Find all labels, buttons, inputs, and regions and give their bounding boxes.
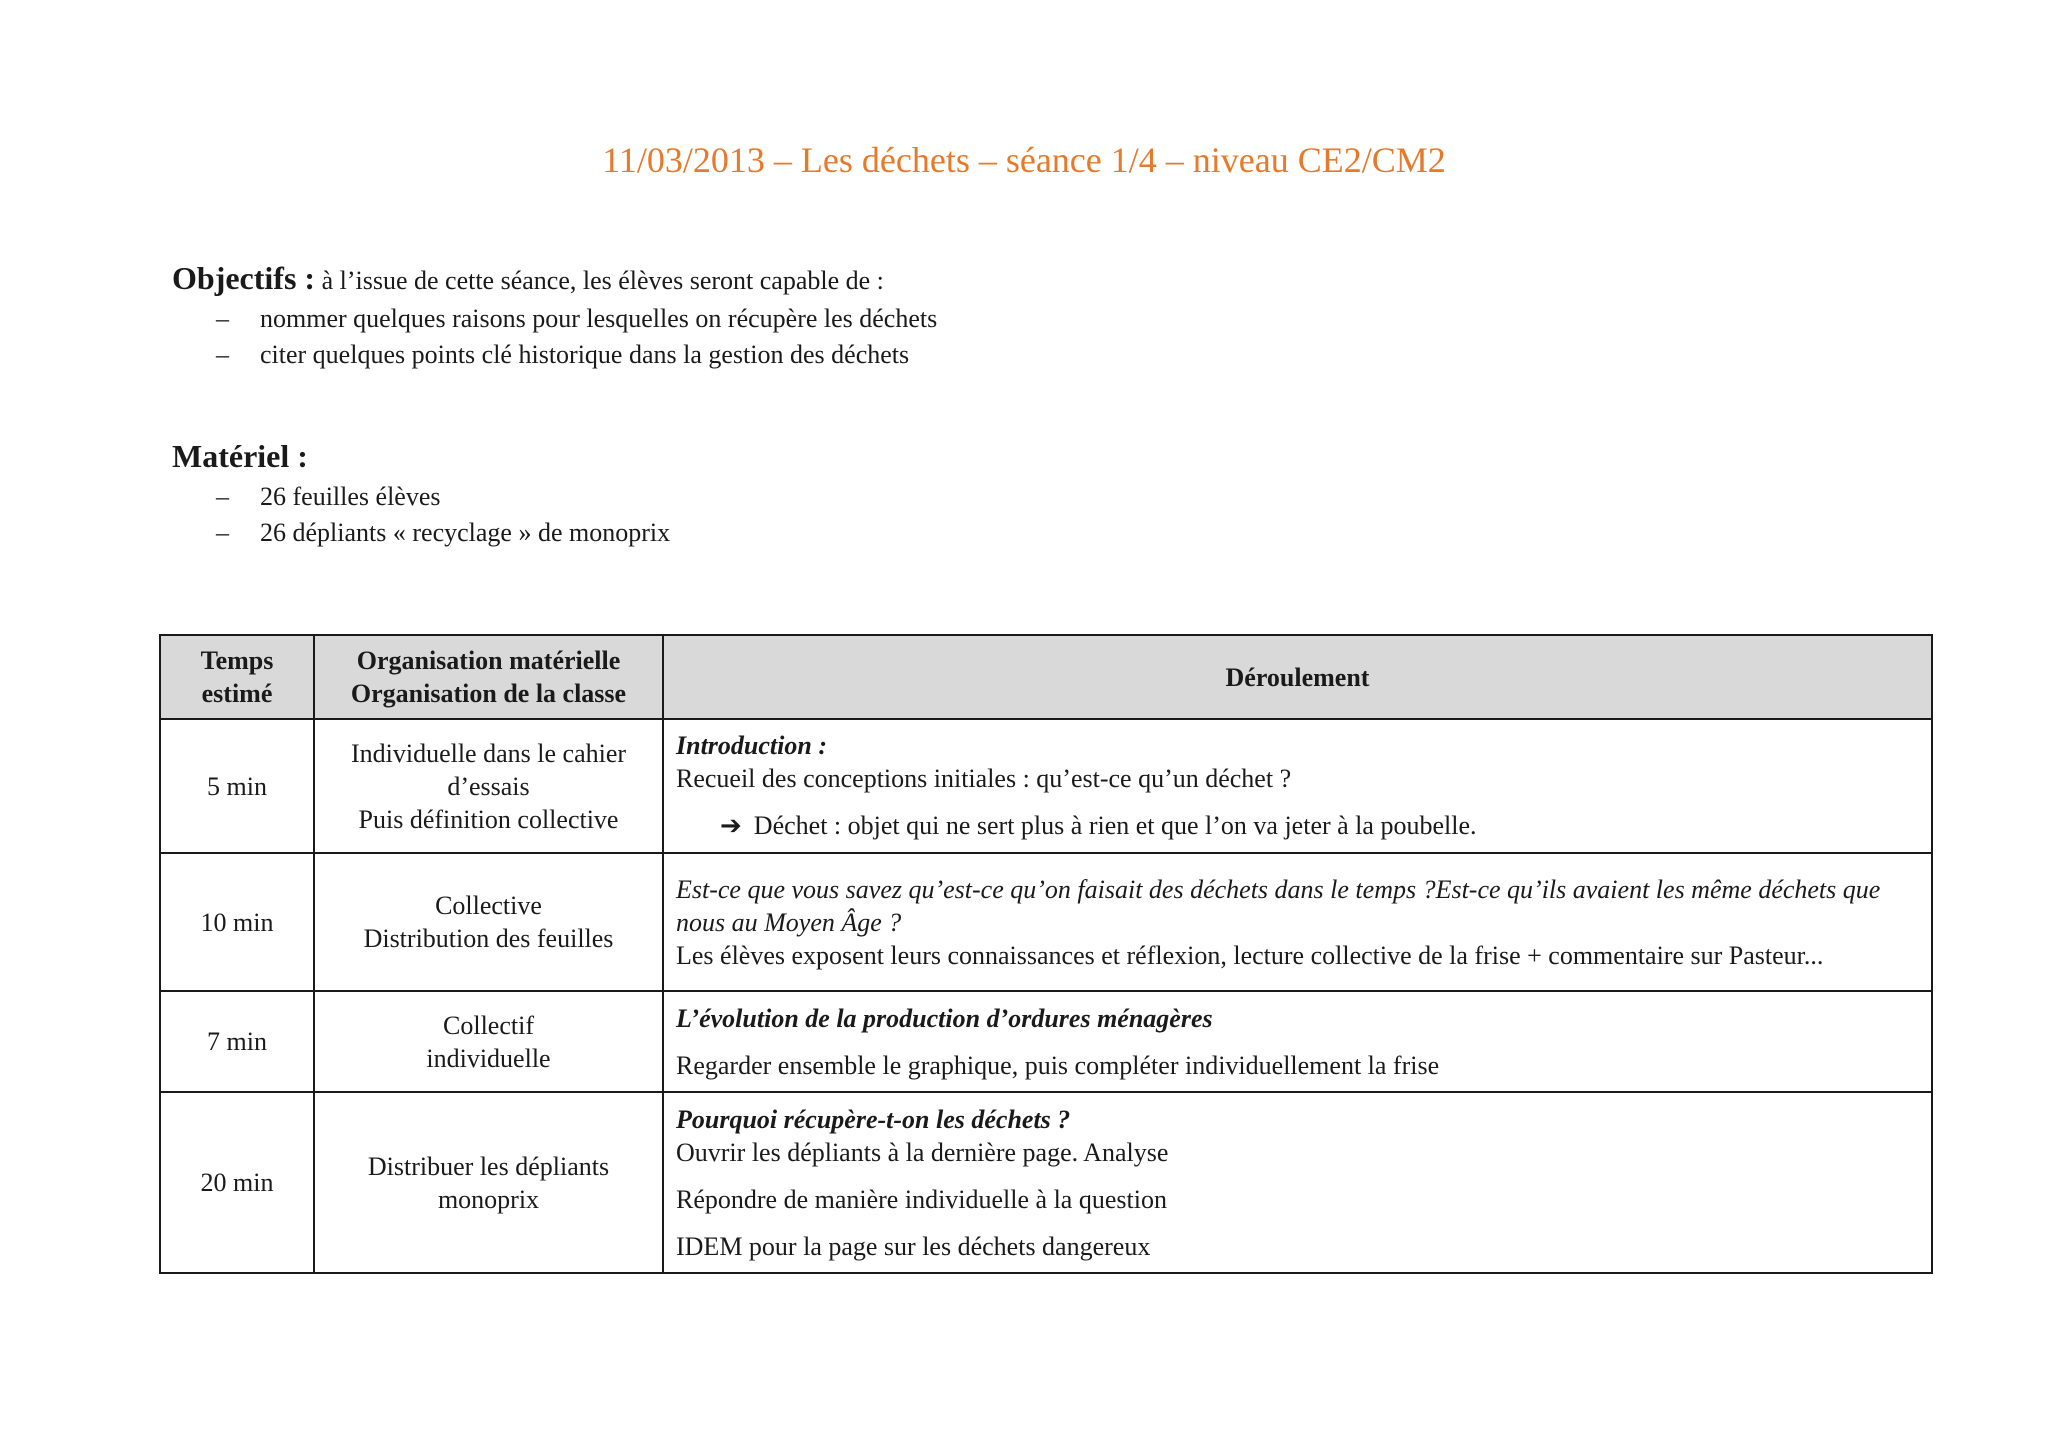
- cell-time: 5 min: [160, 719, 314, 853]
- step-text: Ouvrir les dépliants à la dernière page. Analyse: [676, 1137, 1169, 1167]
- step-text: Répondre de manière individuelle à la question: [676, 1184, 1167, 1214]
- list-item: [172, 479, 670, 515]
- dash-bullet-icon: –: [216, 340, 229, 369]
- step-question: Est-ce que vous savez qu’est-ce qu’on faisait des déchets dans le temps ?Est-ce qu’ils avaient les même déchets que nous au Moyen Âge ?: [676, 874, 1881, 937]
- material-list: [172, 479, 670, 551]
- header-time-line: Temps: [200, 646, 274, 675]
- step-text: Regarder ensemble le graphique, puis compléter individuellement la frise: [676, 1050, 1440, 1080]
- material-heading: [172, 436, 670, 479]
- cell-organisation: [314, 719, 663, 853]
- list-item: [172, 515, 670, 551]
- header-time: [160, 635, 314, 719]
- step-text: IDEM pour la page sur les déchets dangereux: [676, 1231, 1151, 1261]
- table-row: [160, 991, 1932, 1092]
- objectives-label: Objectifs :: [172, 260, 316, 296]
- org-line: Distribution des feuilles: [363, 924, 614, 953]
- step-heading: Introduction :: [676, 731, 827, 760]
- step-heading: Pourquoi récupère-t-on les déchets ?: [676, 1104, 1071, 1134]
- objectives-intro: à l’issue de cette séance, les élèves seront capable de :: [321, 266, 884, 295]
- cell-steps: [663, 719, 1932, 853]
- org-line: Puis définition collective: [358, 804, 619, 834]
- header-time-line: estimé: [201, 679, 273, 708]
- org-line: Distribuer les dépliants: [367, 1151, 610, 1181]
- header-steps: Déroulement: [663, 635, 1932, 719]
- step-heading: L’évolution de la production d’ordures ménagères: [676, 1003, 1213, 1033]
- list-item-text: 26 feuilles élèves: [260, 482, 441, 511]
- material-label: Matériel :: [172, 438, 308, 474]
- list-item: [172, 337, 937, 373]
- org-line: Individuelle dans le cahier: [350, 738, 627, 768]
- document-title: 11/03/2013 – Les déchets – séance 1/4 – niveau CE2/CM2: [602, 140, 1446, 180]
- dash-bullet-icon: –: [216, 518, 229, 547]
- cell-organisation: [314, 991, 663, 1092]
- objectives-section: [172, 258, 937, 373]
- list-item-text: citer quelques points clé historique dans la gestion des déchets: [260, 340, 910, 369]
- cell-steps: [663, 991, 1932, 1092]
- list-item-text: nommer quelques raisons pour lesquelles on récupère les déchets: [260, 304, 938, 333]
- list-item: [172, 301, 937, 337]
- cell-organisation: [314, 853, 663, 991]
- cell-time: 20 min: [160, 1092, 314, 1273]
- step-conclusion: [676, 809, 1919, 843]
- table-row: [160, 719, 1932, 853]
- cell-time: 10 min: [160, 853, 314, 991]
- header-organisation: [314, 635, 663, 719]
- org-line: individuelle: [426, 1043, 551, 1073]
- table-row: [160, 1092, 1932, 1273]
- org-line: monoprix: [437, 1184, 540, 1214]
- org-line: Collective: [435, 891, 542, 920]
- table-row: [160, 853, 1932, 991]
- objectives-heading: [172, 258, 937, 301]
- org-line: Collectif: [443, 1010, 534, 1040]
- step-conclusion-text: Déchet : objet qui ne sert plus à rien et que l’on va jeter à la poubelle.: [753, 811, 1477, 840]
- objectives-list: [172, 301, 937, 373]
- arrow-right-icon: ➔: [720, 811, 742, 841]
- lesson-plan-table: [159, 634, 1933, 1274]
- step-text: Recueil des conceptions initiales : qu’est-ce qu’un déchet ?: [676, 764, 1292, 793]
- cell-steps: [663, 853, 1932, 991]
- table-header-row: [160, 635, 1932, 719]
- step-text: Les élèves exposent leurs connaissances et réflexion, lecture collective de la frise + commentaire sur Pasteur...: [676, 940, 1824, 970]
- org-line: d’essais: [447, 771, 530, 801]
- dash-bullet-icon: –: [216, 482, 229, 511]
- header-org-line: Organisation matérielle: [356, 646, 621, 675]
- material-section: [172, 436, 670, 551]
- cell-time: 7 min: [160, 991, 314, 1092]
- cell-organisation: [314, 1092, 663, 1273]
- list-item-text: 26 dépliants « recyclage » de monoprix: [260, 518, 671, 547]
- dash-bullet-icon: –: [216, 304, 229, 333]
- header-org-line: Organisation de la classe: [350, 679, 627, 708]
- cell-steps: [663, 1092, 1932, 1273]
